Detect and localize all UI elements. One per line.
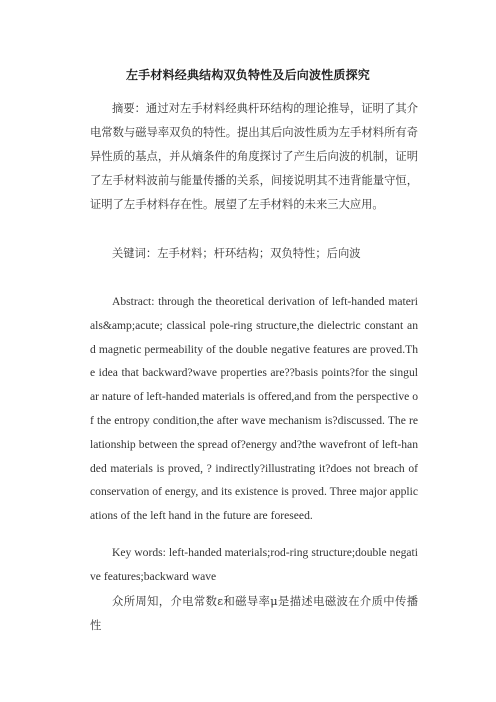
document-title: 左手材料经典结构双负特性及后向波性质探究 — [125, 68, 370, 82]
abstract-chinese: 摘要：通过对左手材料经典杆环结构的理论推导，证明了其介电常数与磁导率双负的特性。提出其后向波性质为左手材料所有奇异性质的基点，并从熵条件的角度探讨了产生后向波的机制，证明了左手材料波前与能量传播的关系，间接说明其不违背能量守恒，证明了左手材料存在性。展望了左手材料的未来三大应用。 — [90, 102, 418, 212]
keywords-english: Key words: left-handed materials;rod-ring structure;double negative features;backward wave — [90, 546, 418, 583]
abstract-english: Abstract: through the theoretical derivation of left-handed materials&amp;acute; classical pole-ring structure,the dielectric constant and magnetic permeability of the double negative features are proved.The idea that backward?wave properties are??basis points?for the singular nature of left-handed materials is offered,and from the perspective of the entropy condition,the after wave mechanism is?discussed. The relationship between the spread of?energy and?the wavefront of left-handed materials is proved, ? indirectly?illustrating it?does not breach of conservation of energy, and its existence is proved. Three major applications of the left hand in the future are foreseed. — [90, 295, 418, 523]
body-paragraph: 众所周知，介电常数ε和磁导率μ是描述电磁波在介质中传播性 — [90, 595, 418, 633]
keywords-chinese: 关键词：左手材料；杆环结构；双负特性；后向波 — [112, 247, 361, 260]
